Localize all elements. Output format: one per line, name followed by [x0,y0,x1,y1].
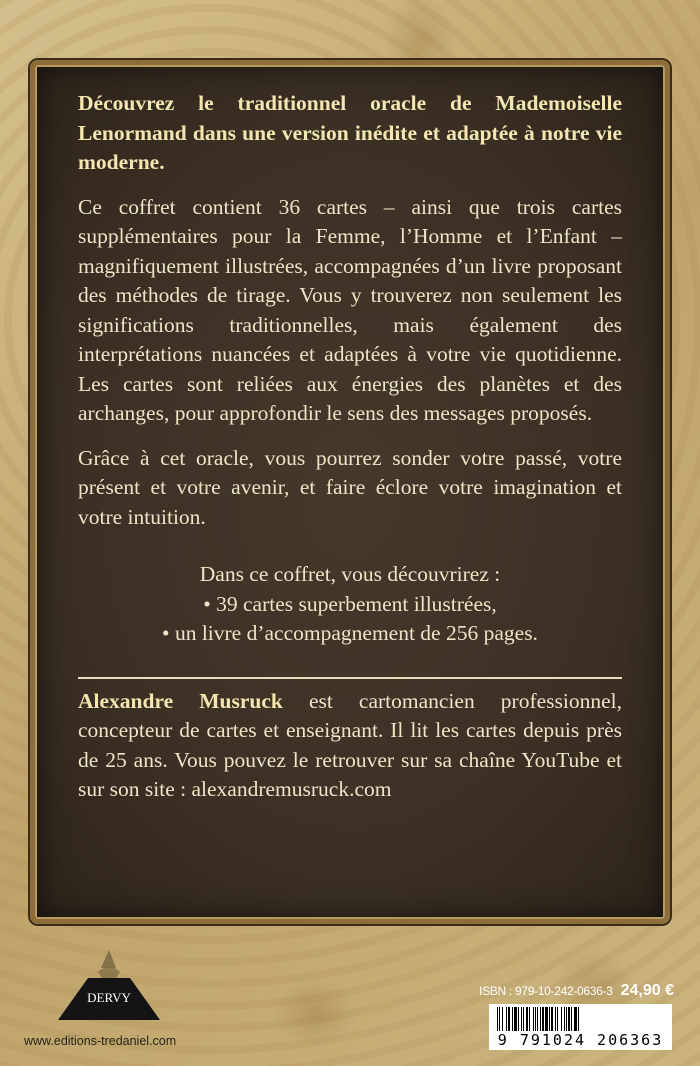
description-panel [30,60,670,924]
publisher-website[interactable]: www.editions-tredaniel.com [24,1034,177,1048]
paragraph: Ce coffret contient 36 cartes – ainsi que trois cartes supplémentaires pour la Femme, l’Homme et l’Enfant – magnifiquement illustrées, accompagnées d’un livre proposant des méthodes de tirage. Vous y trouverez non seulement les significations traditionnelles, mais également des interprétations nuancées et adaptées à votre vie quotidienne. Les cartes sont reliées aux énergies des planètes et des archanges, pour approfondir le sens des messages proposés. [78,194,622,425]
price: 24,90 € [620,982,674,999]
logo-text: DERVY [87,990,131,1005]
paragraph: Grâce à cet oracle, vous pourrez sonder votre passé, votre présent et votre avenir, et faire éclore votre imagination et votre intuition. [78,445,622,529]
barcode-bar [579,1007,580,1031]
barcode-bars [497,1007,665,1031]
publisher-logo [56,948,162,1028]
contents-intro: Dans ce coffret, vous découvrirez : [199,562,501,586]
list-item: • 39 cartes superbement illustrées, [203,591,497,616]
contents-list [78,560,622,649]
author-name: Alexandre Musruck [78,688,283,713]
isbn: ISBN : 979-10-242-0636-3 [479,984,613,998]
author-bio [78,687,622,805]
barcode [489,1004,672,1050]
author-bio-text: est cartomancien professionnel, concepteur de cartes et enseignant. Il lit les cartes depuis près de 25 ans. Vous pouvez le retrouver sur sa chaîne YouTube et sur son site : alexandremusruck.com [78,688,622,801]
isbn-price-row [479,982,674,1000]
description-text [78,89,622,649]
lead-paragraph: Découvrez le traditionnel oracle de Mademoiselle Lenormand dans une version inédite et adaptée à notre vie moderne. [78,91,622,174]
divider [78,677,622,679]
barcode-digits: 9 791024 206363 [497,1031,664,1049]
list-item: • un livre d’accompagnement de 256 pages. [162,621,538,645]
